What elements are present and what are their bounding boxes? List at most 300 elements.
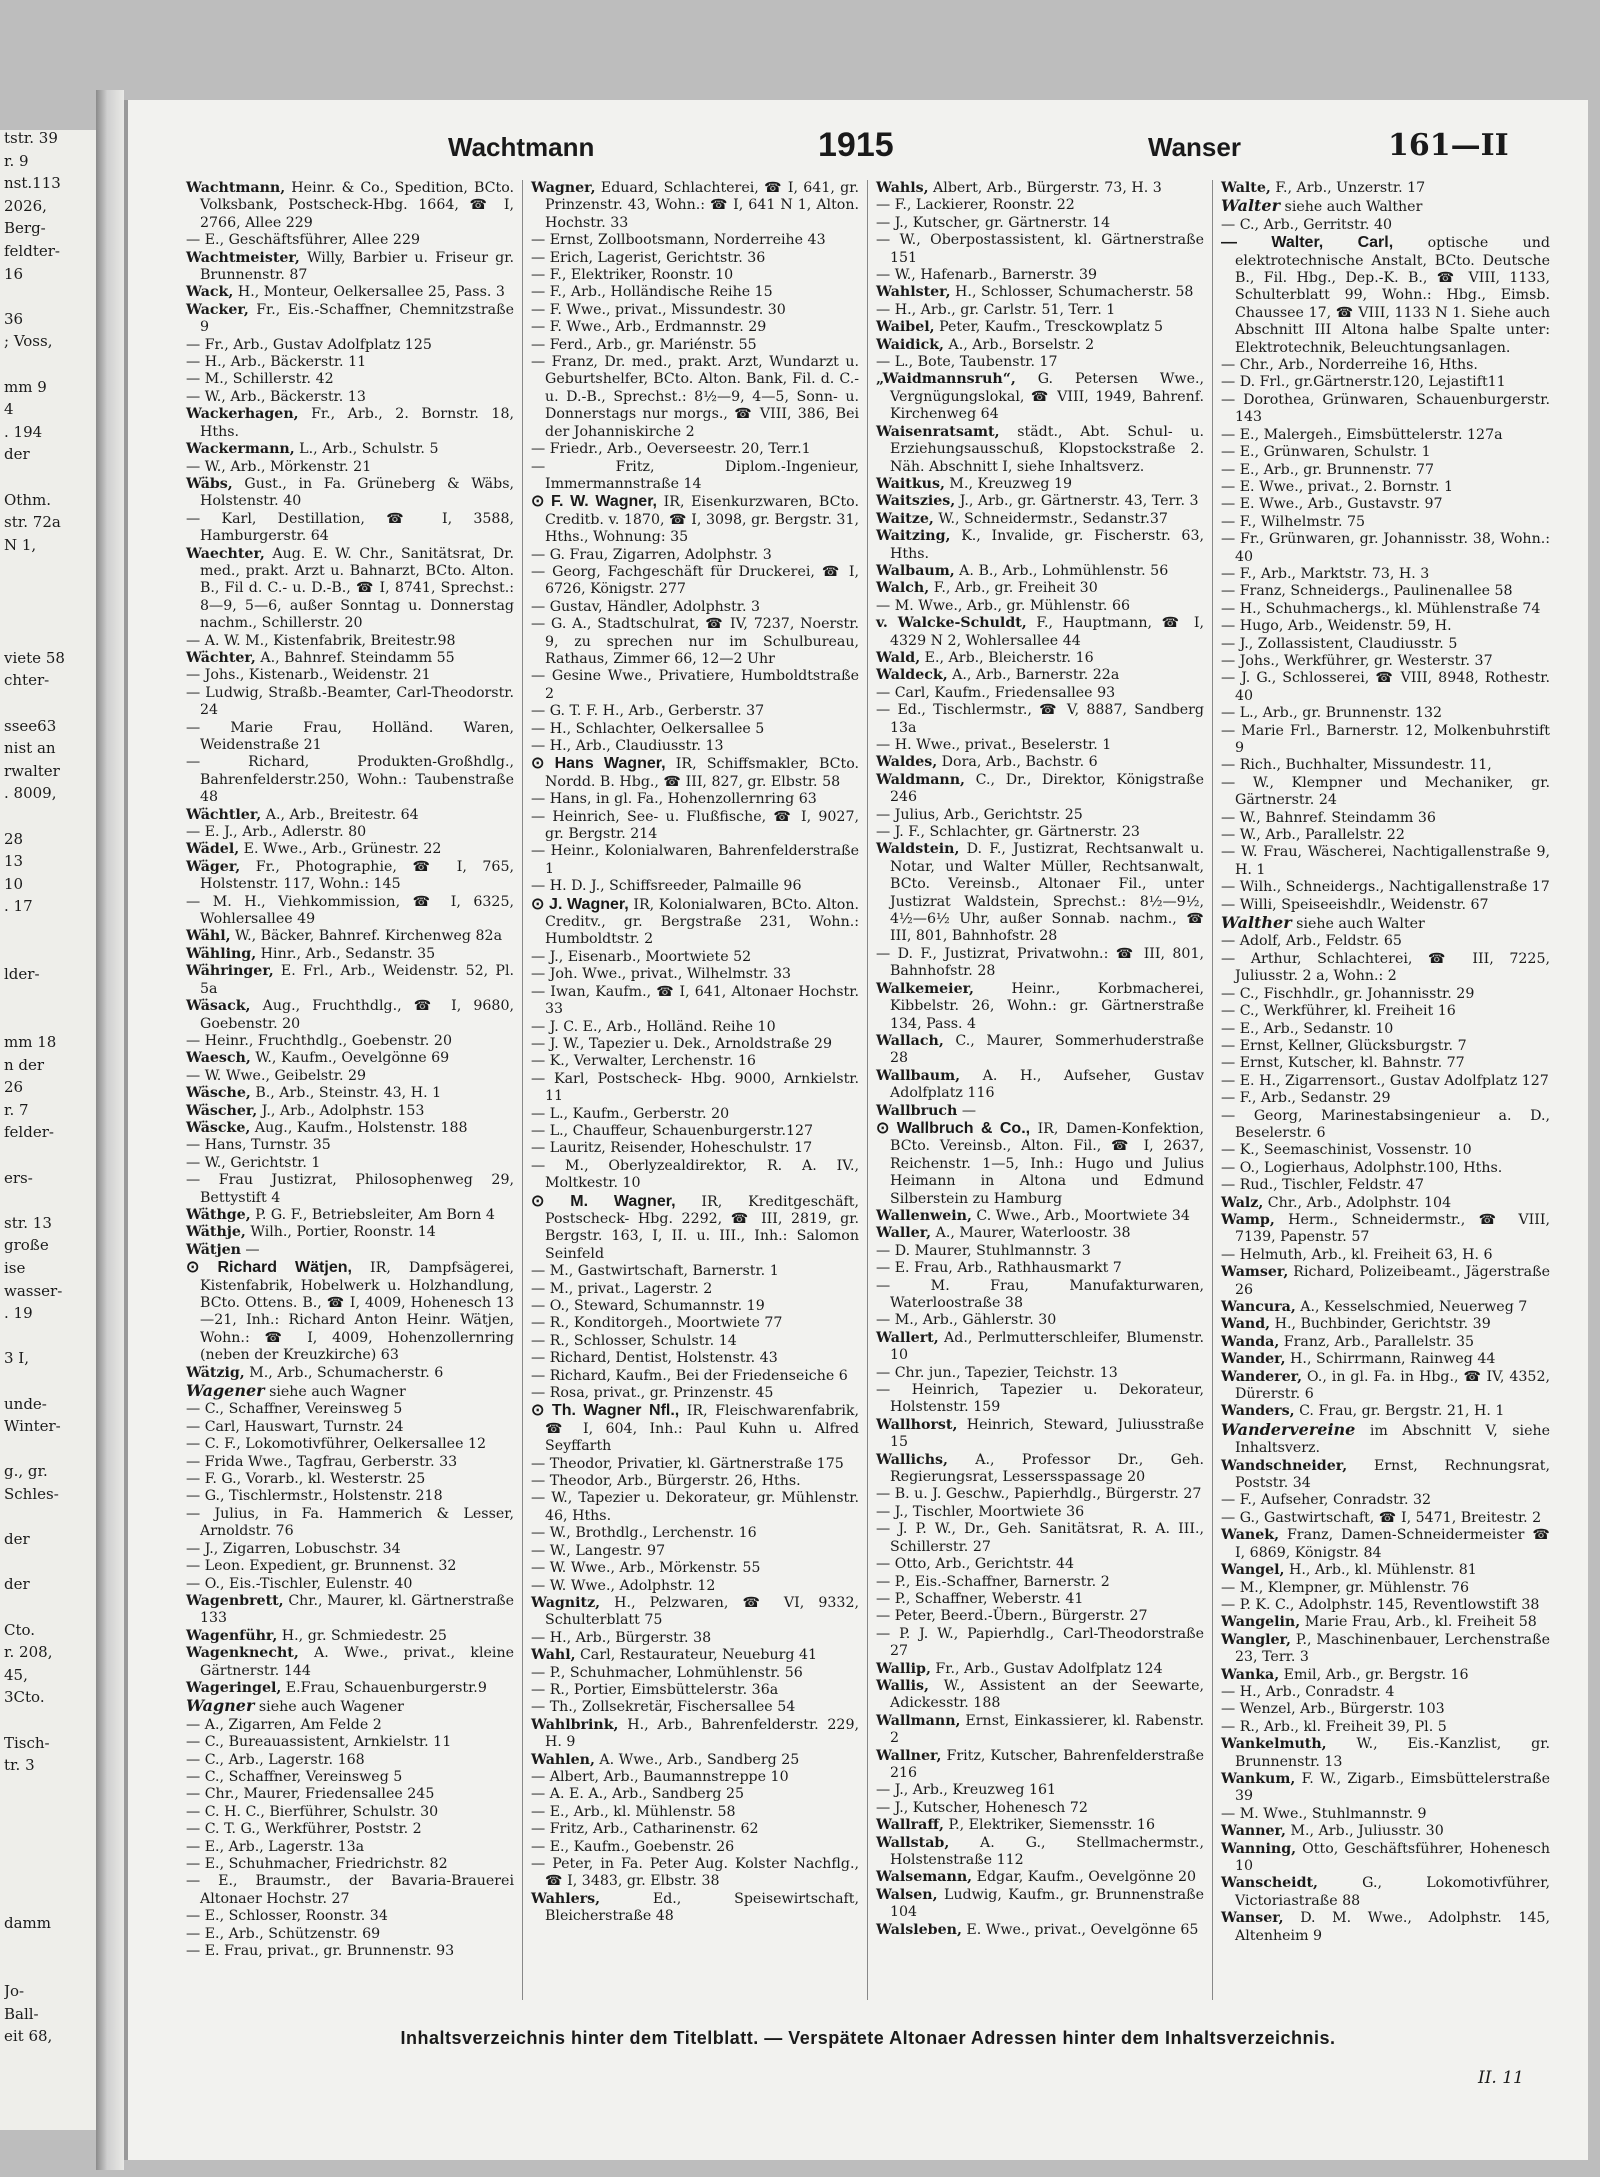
directory-entry [1221, 705, 1550, 722]
sliver-text-fragment: . 17 [4, 898, 33, 916]
directory-entry [531, 337, 859, 354]
footer-page-mark: II. 11 [1478, 2068, 1524, 2088]
directory-entry [186, 406, 514, 441]
entry-details: optische und elektrotechnische Anstalt, BCto. Deutsche B., Fil. Hbg., Dep.-K. B., ☎ VIII, 1133, Schulterblatt 99, Wohn.: Hbg., Eimsb. Chaussee 17, ☎ VIII, 1133 N 1. Siehe auch Abschnitt III Altona halbe Spalte unter: Elektrotechnik, Beleuchtungsanlagen. [1235, 235, 1551, 356]
entry-name: Wäsack, [186, 998, 251, 1015]
header-page-number: 161—II [1388, 128, 1509, 163]
directory-entry [1221, 1841, 1550, 1876]
sliver-text-fragment: lder- [4, 966, 40, 984]
directory-entry [186, 1419, 514, 1436]
directory-entry [1221, 1597, 1550, 1614]
entry-details: — Albert, Arb., Baumannstreppe 10 [531, 1768, 789, 1785]
entry-details: — C. H. C., Bierführer, Schulstr. 30 [186, 1803, 439, 1820]
directory-entry [186, 841, 514, 858]
directory-entry [531, 1281, 859, 1298]
directory-entry [186, 546, 514, 633]
directory-entry [186, 389, 514, 406]
sliver-text-fragment: der [4, 446, 30, 464]
directory-entry [186, 1628, 514, 1645]
entry-details: — W., Hafenarb., Barnerstr. 39 [876, 267, 1098, 284]
sliver-text-fragment: g., gr. [4, 1463, 48, 1481]
directory-entry [1221, 496, 1550, 513]
entry-details: — Heinrich, See- u. Flußfische, ☎ I, 9027, gr. Bergstr. 214 [531, 808, 859, 843]
directory-entry [876, 1278, 1204, 1313]
entry-details: — C., Bureauassistent, Arnkielstr. 11 [186, 1734, 452, 1751]
directory-entry [1221, 1875, 1550, 1910]
directory-entry [531, 616, 859, 668]
entry-details: — H., Arb., Bürgerstr. 38 [531, 1629, 712, 1646]
entry-details: Heinr., Korbmacherei, Kibbelstr. 26, Wohn.: gr. Gärtnerstraße 134, Pass. 4 [890, 980, 1204, 1032]
directory-entry [876, 1922, 1204, 1939]
directory-entry [531, 284, 859, 301]
entry-details: siehe auch Walther [1280, 199, 1423, 216]
entry-name: Wäsche, [186, 1085, 251, 1102]
entry-details: P., Maschinenbauer, Lerchenstraße 23, Terr. 3 [1235, 1631, 1550, 1666]
directory-entry [1221, 636, 1550, 653]
directory-entry [531, 984, 859, 1019]
entry-details: — Frau Justizrat, Philosophenweg 29, Bettystift 4 [186, 1172, 514, 1206]
directory-entry [531, 1368, 859, 1385]
entry-details: M., Arb., Schumacherstr. 6 [244, 1364, 444, 1381]
directory-entry [531, 1456, 859, 1473]
entry-details: — L., Chauffeur, Schauenburgerstr.127 [531, 1122, 814, 1139]
directory-entry [531, 1891, 859, 1926]
adjacent-page-sliver [0, 130, 96, 2130]
directory-entry [186, 371, 514, 388]
entry-details: — E., Arb., gr. Brunnenstr. 77 [1221, 461, 1434, 478]
entry-details: A., Bahnref. Steindamm 55 [255, 649, 455, 666]
entry-name: Wächtler, [186, 806, 262, 823]
entry-name: Wander, [1221, 1351, 1286, 1368]
directory-entry [876, 1869, 1204, 1886]
directory-entry [186, 354, 514, 371]
entry-name: Wädel, [186, 841, 240, 858]
directory-entry [186, 963, 514, 998]
entry-details: — L., Bote, Taubenstr. 17 [876, 354, 1058, 371]
directory-entry [1221, 1684, 1550, 1701]
directory-entry [186, 667, 514, 684]
directory-entry [186, 1943, 514, 1960]
entry-name: Wallenwein, [876, 1207, 972, 1224]
entry-details: — W. Wwe., Geibelstr. 29 [186, 1067, 367, 1084]
entry-name: Wahlster, [876, 284, 951, 301]
entry-details: — [240, 1241, 260, 1258]
entry-details: — Franz, Schneidergs., Paulinenallee 58 [1221, 583, 1513, 600]
entry-details: — H. D. J., Schiffsreeder, Palmaille 96 [531, 878, 802, 895]
entry-details: — C., Schaffner, Vereinsweg 5 [186, 1768, 403, 1785]
directory-entry [531, 1595, 859, 1630]
directory-entry [876, 1626, 1204, 1661]
sliver-text-fragment: Winter- [4, 1418, 61, 1436]
entry-name: Waitszies, [876, 493, 956, 510]
directory-entry [1221, 462, 1550, 479]
directory-entry [1221, 583, 1550, 600]
entry-details: — E. Wwe., Arb., Gustavstr. 97 [1221, 496, 1443, 513]
entry-details: — F., Elektriker, Roonstr. 10 [531, 267, 734, 284]
entry-details: — Rosa, privat., gr. Prinzenstr. 45 [531, 1385, 774, 1402]
directory-entry [1221, 357, 1550, 374]
entry-name: Wallip, [876, 1660, 931, 1677]
entry-details: A. H., Aufseher, Gustav Adolfplatz 116 [890, 1067, 1204, 1102]
entry-details: — G. Frau, Zigarren, Adolphstr. 3 [531, 546, 772, 563]
entry-name: Walsemann, [876, 1869, 973, 1886]
entry-name: Wagner [186, 1696, 255, 1716]
sliver-text-fragment: 10 [4, 875, 24, 893]
entry-details: städt., Abt. Schul- u. Erziehungsausschuß, Klopstockstraße 2. Näh. Abschnitt I, siehe Inhaltsverz. [890, 423, 1204, 475]
entry-details: — J. F., Schlachter, gr. Gärtnerstr. 23 [876, 824, 1140, 841]
directory-entry [1221, 1108, 1550, 1143]
directory-entry [531, 1856, 859, 1891]
entry-details: im Abschnitt V, siehe Inhaltsverz. [1235, 1422, 1550, 1457]
sliver-text-fragment: ssee63 [4, 717, 57, 735]
entry-details: H., Schlosser, Schumacherstr. 58 [950, 284, 1194, 301]
directory-entry [531, 809, 859, 844]
entry-details: A. Wwe., Arb., Sandberg 25 [594, 1751, 800, 1768]
directory-entry [876, 1591, 1204, 1608]
entry-details: — Johs., Kistenarb., Weidenstr. 21 [186, 667, 431, 684]
directory-entry [876, 563, 1204, 580]
entry-details: C. Wwe., Arb., Moortwiete 34 [971, 1207, 1190, 1224]
directory-entry [876, 354, 1204, 371]
column-2 [523, 180, 868, 2000]
entry-details: — E., Schuhmacher, Friedrichstr. 82 [186, 1856, 448, 1872]
directory-entry [531, 1036, 859, 1053]
directory-entry [186, 1488, 514, 1505]
directory-entry [876, 1033, 1204, 1068]
entry-details: — C., Werkführer, kl. Freiheit 16 [1221, 1003, 1456, 1020]
directory-entry [531, 1665, 859, 1682]
directory-entry [876, 615, 1204, 650]
directory-entry [531, 1385, 859, 1402]
entry-name: Wangel, [1221, 1562, 1285, 1579]
entry-details: — E. Wwe., privat., 2. Bornstr. 1 [1221, 478, 1454, 495]
entry-name: Walther [1221, 913, 1292, 933]
directory-entry [186, 720, 514, 755]
entry-details: — Georg, Marinestabsingenieur a. D., Beselerstr. 6 [1221, 1107, 1550, 1141]
entry-details: — A. E. A., Arb., Sandberg 25 [531, 1786, 745, 1803]
directory-entry [186, 1506, 514, 1541]
directory-entry [186, 476, 514, 511]
entry-details: D. F., Justizrat, Rechtsanwalt u. Notar, und Walter Müller, Rechtsanwalt, BCto. Vereinsb., Altonaer Fil., unter Justizrat Waldstein, Sprechst.: 8½—9½, 4½—6½ Uhr, außer Sonnab. nachm., ☎ III, 801, Bahnhofstr. 28 [890, 841, 1204, 945]
entry-details: Herm., Schneidermstr., ☎ VIII, 7139, Papenstr. 57 [1235, 1211, 1550, 1246]
entry-details: — O., Eis.-Tischler, Eulenstr. 40 [186, 1575, 413, 1592]
entry-name: Waibel, [876, 319, 935, 336]
entry-name: Wand, [1221, 1316, 1271, 1333]
entry-details: — Johs., Werkführer, gr. Westerstr. 37 [1221, 652, 1493, 669]
entry-name: Walz, [1221, 1194, 1264, 1211]
footer-notice: Inhaltsverzeichnis hinter dem Titelblatt. — Verspätete Altonaer Adressen hinter dem Inhaltsverzeichnis. [400, 2028, 1336, 2048]
directory-entry [876, 528, 1204, 563]
directory-entry [531, 966, 859, 983]
entry-details: — P. J. W., Papierhdlg., Carl-Theodorstraße 27 [876, 1625, 1204, 1660]
entry-details: C., Dr., Direktor, Königstraße 246 [890, 771, 1204, 806]
entry-name: Wancura, [1221, 1299, 1296, 1315]
entry-details: F., Arb., Unzerstr. 17 [1270, 180, 1426, 196]
entry-details: — Ed., Tischlermstr., ☎ V, 8887, Sandberg 13a [876, 702, 1204, 736]
directory-entry [531, 1786, 859, 1803]
directory-entry [1221, 514, 1550, 531]
sliver-text-fragment: Berg- [4, 220, 46, 238]
entry-details: Aug., Kaufm., Holstenstr. 188 [250, 1119, 468, 1136]
entry-name: Wandschneider, [1221, 1457, 1348, 1474]
entry-details: — W., Arb., Parallelstr. 22 [1221, 827, 1405, 844]
entry-details: Chr., Maurer, kl. Gärtnerstraße 133 [200, 1592, 514, 1627]
sliver-text-fragment: Tisch- [4, 1734, 50, 1752]
entry-details: — Erich, Lagerist, Gerichtstr. 36 [531, 249, 766, 266]
entry-details: — E., Arb., kl. Mühlenstr. 58 [531, 1803, 736, 1820]
directory-entry [1221, 897, 1550, 914]
directory-entry [876, 371, 1204, 423]
sliver-text-fragment: eit 68, [4, 2028, 53, 2046]
directory-page [124, 100, 1588, 2160]
entry-details: H., Monteur, Oelkersallee 25, Pass. 3 [233, 284, 505, 301]
directory-entry [876, 493, 1204, 510]
entry-details: — P., Eis.-Schaffner, Barnerstr. 2 [876, 1573, 1110, 1590]
directory-entry [1221, 392, 1550, 427]
entry-details: L., Arb., Schulstr. 5 [294, 441, 439, 458]
directory-entry [876, 1661, 1204, 1678]
entry-details: W., Eis.-Kanzlist, gr. Brunnenstr. 13 [1235, 1736, 1550, 1770]
column-3 [868, 180, 1213, 2000]
directory-entry [186, 1541, 514, 1558]
directory-entry [186, 441, 514, 458]
sliver-text-fragment: viete 58 [4, 649, 65, 667]
entry-details: — Carl, Hauswart, Turnstr. 24 [186, 1418, 404, 1435]
entry-details: — Wilh., Schneidergs., Nachtigallenstraße 17 [1221, 879, 1550, 896]
entry-details: — E. Frau, privat., gr. Brunnenstr. 93 [186, 1943, 455, 1960]
directory-entry [186, 685, 514, 720]
directory-entry [1221, 1719, 1550, 1736]
entry-details: — Chr., Maurer, Friedensallee 245 [186, 1786, 435, 1803]
directory-entry [186, 1454, 514, 1471]
entry-details: A., Professor Dr., Geh. Regierungsrat, Lessersspassage 20 [890, 1451, 1204, 1486]
directory-entry [531, 232, 859, 249]
sliver-text-fragment: unde- [4, 1395, 47, 1413]
directory-entry [531, 668, 859, 703]
entry-details: — W., Brothdlg., Lerchenstr. 16 [531, 1525, 757, 1542]
sliver-text-fragment: mm 9 [4, 378, 47, 396]
sliver-text-fragment: 26 [4, 1079, 24, 1097]
directory-entry [186, 1242, 514, 1259]
sliver-text-fragment: . 8009, [4, 785, 57, 803]
directory-entry [531, 1578, 859, 1595]
directory-entry [1221, 234, 1550, 357]
entry-name: Waidick, [876, 336, 944, 353]
entry-details: — C., Arb., Gerritstr. 40 [1221, 216, 1393, 233]
entry-details: — Gesine Wwe., Privatiere, Humboldtstraße 2 [531, 668, 859, 702]
directory-entry [186, 754, 514, 806]
entry-name: Wangelin, [1221, 1614, 1301, 1631]
entry-details: P., Elektriker, Siemensstr. 16 [943, 1817, 1155, 1834]
directory-entry [876, 1417, 1204, 1452]
entry-details: — Fr., Arb., Gustav Adolfplatz 125 [186, 336, 432, 353]
directory-entry [876, 1208, 1204, 1225]
entry-details: E., Arb., Bleicherstr. 16 [920, 649, 1094, 666]
directory-entry [186, 459, 514, 476]
sliver-text-fragment: Othm. [4, 491, 51, 509]
directory-entry [876, 772, 1204, 807]
entry-details: — C., Schaffner, Vereinsweg 5 [186, 1401, 403, 1418]
entry-details: A. Wwe., privat., kleine Gärtnerstr. 144 [200, 1645, 514, 1679]
directory-entry [876, 1382, 1204, 1417]
entry-details: — L., Kaufm., Gerberstr. 20 [531, 1105, 730, 1122]
entry-details: Fr., Arb., Gustav Adolfplatz 124 [930, 1660, 1163, 1677]
entry-name: Wachtmeister, [186, 249, 300, 266]
entry-details: Carl, Restaurateur, Neueburg 41 [575, 1647, 818, 1664]
entry-name: Wanka, [1221, 1666, 1280, 1683]
entry-details: Franz, Arb., Parallelstr. 35 [1279, 1333, 1475, 1350]
directory-entry [876, 337, 1204, 354]
sliver-text-fragment: felder- [4, 1124, 54, 1142]
directory-entry [186, 1085, 514, 1102]
entry-details: — W., Klempner und Mechaniker, gr. Gärtnerstr. 24 [1221, 774, 1550, 809]
entry-name: Wamp, [1221, 1211, 1275, 1228]
sliver-text-fragment: Jo- [4, 1983, 25, 2001]
directory-entry [186, 232, 514, 249]
entry-details: — Marie Frau, Holländ. Waren, Weidenstraße 21 [186, 719, 514, 753]
directory-entry [1221, 986, 1550, 1003]
sliver-text-fragment: rwalter [4, 762, 60, 780]
entry-details: — W., Gerichtstr. 1 [186, 1154, 321, 1171]
entry-details: J., Arb., Adolphstr. 153 [257, 1102, 425, 1119]
sliver-text-fragment: r. 208, [4, 1644, 53, 1662]
directory-entry [876, 1103, 1204, 1120]
directory-entry [186, 1207, 514, 1224]
sliver-text-fragment: nst.113 [4, 175, 61, 193]
entry-name: Waitze, [876, 510, 934, 527]
entry-name: Wächter, [186, 649, 256, 666]
entry-details: B., Arb., Steinstr. 43, H. 1 [250, 1085, 442, 1102]
directory-entry [186, 998, 514, 1033]
directory-entry [531, 493, 859, 546]
entry-details: Heinr. & Co., Spedition, BCto. Volksbank, Postscheck-Hbg. 1664, ☎ I, 2766, Allee 229 [200, 180, 514, 231]
entry-details: Heinrich, Steward, Juliusstraße 15 [890, 1416, 1204, 1451]
entry-details: — O., Steward, Schumannstr. 19 [531, 1298, 765, 1314]
sliver-text-fragment: 45, [4, 1666, 28, 1684]
directory-entry [1221, 479, 1550, 496]
entry-details: F. W., Zigarb., Eimsbüttelerstraße 39 [1235, 1770, 1550, 1805]
entry-details: A., Arb., Borselstr. 2 [944, 336, 1095, 353]
directory-entry [876, 197, 1204, 214]
entry-details: — W., Arb., Bäckerstr. 13 [186, 388, 366, 405]
sliver-text-fragment: der [4, 1531, 30, 1549]
entry-details: — W., Bahnref. Steindamm 36 [1221, 809, 1436, 826]
entry-details: — J., Arb., Kreuzweg 161 [876, 1782, 1057, 1799]
entry-details: — C. T. G., Werkführer, Poststr. 2 [186, 1821, 422, 1838]
entry-details: — L., Arb., gr. Brunnenstr. 132 [1221, 705, 1443, 722]
entry-details: A., Arb., Breitestr. 64 [261, 806, 419, 823]
entry-name: Wanscheidt, [1221, 1875, 1318, 1892]
entry-details: — M. Frau, Manufakturwaren, Waterloostraße 38 [876, 1277, 1204, 1311]
entry-details: — Ludwig, Straßb.-Beamter, Carl-Theodorstr. 24 [186, 684, 514, 719]
directory-entry [1221, 1316, 1550, 1333]
entry-details: — E. J., Arb., Adlerstr. 80 [186, 824, 367, 841]
entry-details: — F. Wwe., privat., Missundestr. 30 [531, 301, 786, 318]
entry-details: — Hugo, Arb., Weidenstr. 59, H. [1221, 618, 1452, 635]
entry-details: — R., Portier, Eimsbüttelerstr. 36a [531, 1681, 779, 1698]
directory-entry [876, 702, 1204, 737]
directory-entry [531, 1263, 859, 1280]
entry-details: — C. F., Lokomotivführer, Oelkersallee 12 [186, 1436, 487, 1453]
entry-details: — F. G., Vorarb., kl. Westerstr. 25 [186, 1471, 426, 1488]
entry-details: — W., Oberpostassistent, kl. Gärtnerstraße 151 [876, 232, 1204, 266]
directory-entry [531, 1647, 859, 1664]
directory-entry [1221, 914, 1550, 933]
directory-entry [186, 180, 514, 232]
directory-entry [876, 1835, 1204, 1870]
directory-entry [876, 1452, 1204, 1487]
sliver-text-fragment: 3Cto. [4, 1689, 45, 1707]
directory-entry [186, 1103, 514, 1120]
entry-details: W., Kaufm., Oevelgönne 69 [250, 1050, 450, 1067]
entry-columns [178, 180, 1558, 2000]
entry-details: — Leon. Expedient, gr. Brunnenst. 32 [186, 1558, 457, 1575]
entry-details: — F., Aufseher, Conradstr. 32 [1221, 1492, 1432, 1509]
entry-name: Wäscke, [186, 1119, 251, 1136]
entry-details: — Ernst, Kellner, Glücksburgstr. 7 [1221, 1037, 1467, 1054]
directory-entry [1221, 197, 1550, 216]
entry-name: Wallbruch [876, 1102, 958, 1119]
entry-name: Walsleben, [876, 1921, 962, 1938]
entry-details: — Willi, Speiseeishdlr., Weidenstr. 67 [1221, 896, 1489, 913]
entry-details: — J., Kutscher, gr. Gärtnerstr. 14 [876, 214, 1111, 231]
header-last-entry: Wanser [1148, 132, 1241, 162]
sliver-text-fragment: 3 I, [4, 1350, 30, 1368]
entry-details: — Joh. Wwe., privat., Wilhelmstr. 33 [531, 966, 792, 983]
directory-entry [531, 267, 859, 284]
directory-entry [186, 1680, 514, 1697]
column-4 [1213, 180, 1558, 2000]
directory-entry [1221, 427, 1550, 444]
entry-details: — Dorothea, Grünwaren, Schauenburgerstr. 143 [1221, 391, 1550, 426]
entry-name: Wäbs, [186, 475, 233, 492]
entry-details: — Fritz, Diplom.-Ingenieur, Immermannstraße 14 [531, 458, 859, 492]
entry-details: — H., Arb., gr. Carlstr. 51, Terr. 1 [876, 301, 1116, 318]
directory-entry [1221, 444, 1550, 461]
directory-entry [1221, 933, 1550, 950]
entry-name: Wankum, [1221, 1770, 1296, 1787]
entry-details: C. Frau, gr. Bergstr. 21, H. 1 [1294, 1403, 1505, 1420]
entry-details: Ed., Speisewirtschaft, Bleicherstraße 48 [545, 1890, 859, 1925]
directory-entry [186, 859, 514, 894]
directory-entry [1221, 1701, 1550, 1718]
directory-entry [1221, 531, 1550, 566]
entry-details: — E., Malergeh., Eimsbüttelerstr. 127a [1221, 426, 1503, 443]
directory-entry [1221, 1142, 1550, 1159]
directory-entry [531, 599, 859, 616]
entry-name: ⊙ Hans Wagner, [531, 755, 666, 773]
directory-entry [531, 843, 859, 878]
directory-entry [876, 215, 1204, 232]
directory-entry [531, 250, 859, 267]
entry-details: — D. F., Justizrat, Privatwohn.: ☎ III, 801, Bahnhofstr. 28 [876, 945, 1204, 980]
directory-entry [1221, 844, 1550, 879]
entry-details: — Marie Frl., Barnerstr. 12, Molkenbuhrstift 9 [1221, 722, 1550, 756]
entry-details: Gust., in Fa. Grüneberg & Wäbs, Holstenstr. 40 [200, 475, 514, 510]
sliver-text-fragment: damm [4, 1915, 51, 1933]
entry-details: — P. K. C., Adolphstr. 145, Reventlowstift 38 [1221, 1596, 1540, 1613]
directory-entry [531, 896, 859, 949]
entry-name: Wahls, [876, 180, 929, 196]
directory-entry [1221, 1351, 1550, 1368]
directory-entry [1221, 1160, 1550, 1177]
directory-entry [186, 633, 514, 650]
sliver-text-fragment: n der [4, 1056, 45, 1074]
directory-entry [186, 1873, 514, 1908]
directory-entry [1221, 1910, 1550, 1945]
directory-entry [186, 1033, 514, 1050]
directory-entry [876, 1608, 1204, 1625]
